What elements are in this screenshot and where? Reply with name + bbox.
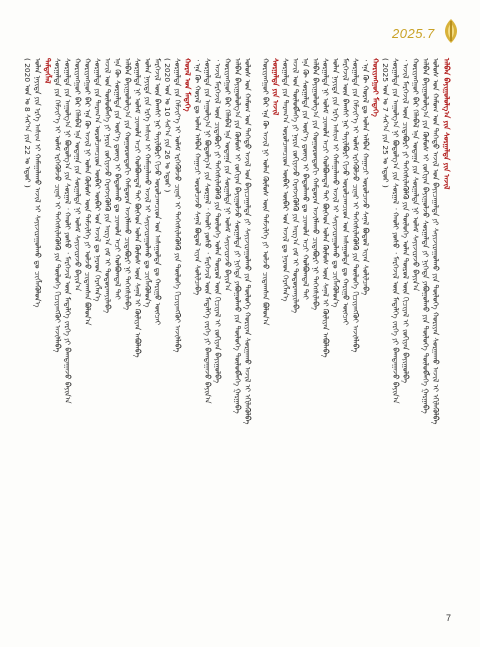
- text-column: ᠠᠵᠢᠯ ᠤᠨ ᠲᠥᠯᠥᠪᠯᠡᠭᠡ ᠶᠢ ᠨᠠᠷᠢᠨ ᠵᠣᠬᠢᠶᠠᠵᠤ ᠬᠡᠷᠡᠭᠵᠢᠭᠦᠯᠬᠦ ᠶᠢᠨ ᠠᠷᠭ᠎ᠠ ᠵᠠᠮ ᠢ ᠲᠣᠳᠣᠷᠬᠠᠶᠢᠯᠠᠪᠠ: [103, 58, 112, 313]
- text-column: ᠰᠤᠷᠭᠠᠯᠲᠠ ᠶᠢᠨ ᠳᠠᠷᠠᠭ᠎ᠠ ᠣᠷᠣᠯᠴᠠᠭᠴᠢᠳ ᠥᠪᠡᠷ ᠥᠪᠡᠷ ᠤᠨ ᠠᠵᠢᠯ ᠳᠤ ᠨᠡᠷᠡᠳ ᠬᠡᠷᠡᠭᠯᠡᠨ᠎ᠡ: [93, 58, 102, 302]
- date-line: ( 2020 ᠣᠨ ᠤ 8 ᠰᠠᠷ᠎ᠠ ᠶᠢᠨ 22 ᠤ ᠡᠳᠦᠷ ): [23, 58, 32, 188]
- text-column: ᠰᠤᠷᠭᠠᠯᠲᠠ ᠶᠢᠨ ᠠᠭᠤᠯᠭ᠎ᠠ ᠨᠢ ᠪᠤᠳᠤᠯᠭ᠎ᠠ ᠶᠢᠨ ᠰᠤᠷᠭᠠᠯ ᠂ ᠬᠠᠤᠯᠢ ᠶᠣᠰᠤ ᠂ ᠮᠡᠷᠭᠡᠵᠢᠯ ᠦᠨ ᠮᠡᠳᠡᠯᠭᠡ ᠵᠡᠷᠭᠡ ᠶᠢ ᠪᠠᠭᠲᠠᠭᠠᠵᠤ ᠪᠠᠶᠢᠨ᠎ᠠ: [63, 58, 72, 404]
- date-line: ( 2025 ᠣᠨ ᠤ 7 ᠰᠠᠷ᠎ᠠ ᠶᠢᠨ 25 ᠤ ᠡᠳᠦᠷ ): [381, 58, 390, 188]
- text-column: ᠂ ᠡᠨᠡ ᠬᠦ ᠬᠤᠷᠠᠯ ᠳᠤ ᠣᠯᠠᠨ ᠠᠯᠪᠠᠨ ᠬᠠᠭᠠᠴᠢ ᠣᠷᠣᠯᠴᠠᠵᠤ ᠰᠠᠨᠠᠯ ᠪᠣᠳᠣᠯ ᠢᠶᠠᠨ ᠰᠣᠯᠢᠯᠴᠠᠪᠠ: [361, 58, 370, 296]
- text-column: ᠂ ᠡᠨᠡ ᠬᠦ ᠬᠤᠷᠠᠯ ᠳᠤ ᠣᠯᠠᠨ ᠠᠯᠪᠠᠨ ᠬᠠᠭᠠᠴᠢ ᠣᠷᠣᠯᠴᠠᠵᠤ ᠰᠠᠨᠠᠯ ᠪᠣᠳᠣᠯ ᠢᠶᠠᠨ ᠰᠣᠯᠢᠯᠴᠠᠪᠠ: [193, 58, 202, 296]
- text-column: ᠬᠤᠷᠢᠶᠠᠩᠭᠤᠢ ᠪᠠᠷ ᠬᠡᠯᠡᠪᠡᠯ ᠡᠨᠡ ᠤᠳᠠᠭᠠ ᠶᠢᠨ ᠰᠤᠷᠭᠠᠯᠲᠠ ᠨᠢ ᠤᠯᠠᠮ ᠰᠠᠶᠢᠵᠢᠷᠠᠵᠤ ᠪᠠᠶᠢᠨ᠎ᠠ: [223, 58, 232, 292]
- text-column: ᠠᠯᠪᠠᠨ ᠪᠠᠶᠢᠭᠤᠯᠤᠯᠭ᠎ᠠ ᠶᠢᠨ ᠬᠦᠮᠦᠰ ᠢ ᠵᠣᠬᠢᠶᠠᠨ ᠪᠠᠶᠢᠭᠤᠯᠵᠤ ᠰᠤᠷᠭᠠᠯᠲᠠ ᠶᠢ ᠨᠢᠭᠡᠲᠡ ᠶᠠᠪᠤᠭᠤᠯᠬᠤ ᠶᠢᠨ ᠲᠥᠯᠥᠭᠡ ᠲᠥᠯᠥᠪᠯᠡᠭᠡ ᠭᠠᠷᠭᠠᠪᠠ: [233, 58, 242, 414]
- decorative-emblem-icon: [441, 18, 461, 44]
- article-title: ᠠᠯᠪᠠᠨ ᠪᠠᠶᠢᠭᠤᠯᠤᠯᠭ᠎ᠠ ᠶᠢᠨ ᠰᠤᠷᠭᠠᠯᠲᠠ ᠶᠢᠨ ᠠᠵᠢᠯ: [442, 58, 451, 190]
- text-column: ᠣᠯᠠᠨ ᠨᠡᠶᠢᠲᠡ ᠶᠢᠨ ᠡᠷᠬᠡ ᠠᠰᠢᠭ ᠢ ᠬᠠᠮᠠᠭᠠᠯᠠᠬᠤ ᠠᠵᠢᠯ ᠢ ᠰᠠᠶᠢᠵᠢᠷᠠᠭᠤᠯᠬᠤ ᠳᠤ ᠴᠢᠭᠯᠡᠭᠦᠯᠦᠨ᠎ᠡ: [143, 58, 152, 308]
- text-column: ᠤᠯᠤᠰ ᠤᠨ ᠬᠠᠮᠤᠭ ᠤᠨ ᠳᠡᠭᠡᠳᠦ ᠠᠵᠢᠯ ᠤᠨ ᠪᠠᠶᠢᠴᠠᠭᠠᠯᠲᠠ ᠶᠢ ᠰᠠᠶᠢᠵᠢᠷᠠᠭᠤᠯᠬᠤ ᠶᠢᠨ ᠲᠥᠯᠥᠭᠡ ᠬᠣᠷᠢᠶᠠᠨ ᠰᠤᠷᠭᠠᠬᠤ ᠠᠵᠢᠯ ᠢ ᠡᠬᠢᠯᠡᠭᠦᠯᠪᠡ: [431, 58, 440, 425]
- page-number: 7: [446, 613, 452, 623]
- text-column: ᠣᠯᠠᠨ ᠨᠡᠶᠢᠲᠡ ᠶᠢᠨ ᠡᠷᠬᠡ ᠠᠰᠢᠭ ᠢ ᠬᠠᠮᠠᠭᠠᠯᠠᠬᠤ ᠠᠵᠢᠯ ᠢ ᠰᠠᠶᠢᠵᠢᠷᠠᠭᠤᠯᠬᠤ ᠳᠤ ᠴᠢᠭᠯᠡᠭᠦᠯᠦᠨ᠎ᠡ: [331, 58, 340, 308]
- text-column: ᠰᠤᠷᠭᠠᠯᠲᠠ ᠨᠢ ᠤᠯᠠᠮ ᠴᠢᠬᠤᠯᠠ ᠠᠴᠢ ᠬᠣᠯᠪᠣᠭᠳᠠᠯ ᠲᠠᠶ ᠪᠥᠭᠡᠳ ᠣᠯᠠᠨ ᠬᠦᠮᠦᠰ ᠦᠨ ᠰᠠᠨᠠᠯ ᠢ ᠬᠦᠯᠢᠶᠡᠨ ᠠᠪᠤᠯᠠᠪᠠ: [321, 58, 330, 358]
- text-column: ᠡᠨᠡ ᠬᠦ ᠰᠤᠷᠭᠠᠯᠲᠠ ᠶᠢᠨ ᠦᠷ᠎ᠡ ᠳ᠋ᠦᠩ ᠢ ᠪᠠᠳᠤᠯᠠᠬᠤ ᠳᠤ ᠴᠢᠬᠤᠯᠠ ᠠᠴᠢ ᠬᠣᠯᠪᠣᠭᠳᠠᠯ ᠲᠠᠶ: [113, 58, 122, 300]
- text-column: ᠠᠯᠪᠠᠨ ᠪᠠᠶᠢᠭᠤᠯᠤᠯᠭ᠎ᠠ ᠶᠢᠨ ᠬᠣᠭᠣᠷᠣᠨᠳᠣᠬᠢ ᠬᠠᠮᠲᠤᠷᠠᠨ ᠠᠵᠢᠯᠯᠠᠬᠤ ᠴᠢᠳᠠᠪᠤᠷᠢ ᠨᠢ ᠳᠡᠭᠡᠭᠰᠢᠯᠡᠪᠡ: [123, 58, 132, 310]
- section-heading: ᠲᠡᠮᠳᠡᠭᠯᠡᠯ: [43, 58, 52, 84]
- text-column: ᠰᠤᠷᠭᠠᠯᠲᠠ ᠶᠢᠨ ᠬᠡᠮᠵᠢᠶ᠎ᠡ ᠢ ᠤᠯᠠᠮ ᠡᠷᠭᠡᠭᠦᠯᠵᠦ ᠴᠢᠨᠠᠷ ᠢ ᠳᠡᠭᠡᠭᠰᠢᠯᠡᠭᠦᠯᠬᠦ ᠶᠢᠨ ᠲᠥᠯᠥᠭᠡ ᠬᠢᠴᠢᠶᠡᠩᠭᠦᠢ ᠠᠵᠢᠯᠯᠠᠪᠠ: [351, 58, 360, 353]
- text-column: ᠰᠤᠷᠭᠠᠯᠲᠠ ᠨᠢ ᠤᠯᠠᠮ ᠴᠢᠬᠤᠯᠠ ᠠᠴᠢ ᠬᠣᠯᠪᠣᠭᠳᠠᠯ ᠲᠠᠶ ᠪᠥᠭᠡᠳ ᠣᠯᠠᠨ ᠬᠦᠮᠦᠰ ᠦᠨ ᠰᠠᠨᠠᠯ ᠢ ᠬᠦᠯᠢᠶᠡᠨ ᠠᠪᠤᠯᠠᠪᠠ: [133, 58, 142, 358]
- text-column: ᠠᠵᠢᠯ ᠤᠨ ᠲᠥᠯᠥᠪᠯᠡᠭᠡ ᠶᠢ ᠨᠠᠷᠢᠨ ᠵᠣᠬᠢᠶᠠᠵᠤ ᠬᠡᠷᠡᠭᠵᠢᠭᠦᠯᠬᠦ ᠶᠢᠨ ᠠᠷᠭ᠎ᠠ ᠵᠠᠮ ᠢ ᠲᠣᠳᠣᠷᠬᠠᠶᠢᠯᠠᠪᠠ: [291, 58, 300, 313]
- text-column: ᠰᠤᠷᠭᠠᠯᠲᠠ ᠶᠢᠨ ᠠᠭᠤᠯᠭ᠎ᠠ ᠨᠢ ᠪᠤᠳᠤᠯᠭ᠎ᠠ ᠶᠢᠨ ᠰᠤᠷᠭᠠᠯ ᠂ ᠬᠠᠤᠯᠢ ᠶᠣᠰᠤ ᠂ ᠮᠡᠷᠭᠡᠵᠢᠯ ᠦᠨ ᠮᠡᠳᠡᠯᠭᠡ ᠵᠡᠷᠭᠡ ᠶᠢ ᠪᠠᠭᠲᠠᠭᠠᠵᠤ ᠪᠠᠶᠢᠨ᠎ᠠ: [391, 58, 400, 404]
- text-column: ᠬᠤᠷᠢᠶᠠᠩᠭᠤᠢ ᠪᠠᠷ ᠡᠨᠡ ᠬᠦ ᠠᠵᠢᠯ ᠨᠢ ᠣᠯᠠᠨ ᠬᠦᠮᠦᠰ ᠦᠨ ᠳᠡᠮᠵᠢᠯᠭᠡ ᠶᠢ ᠣᠯᠵᠤ ᠴᠢᠳᠠᠭᠰᠠᠨ ᠪᠣᠯᠤᠨ᠎ᠠ: [83, 58, 92, 326]
- section-heading: ᠬᠤᠷᠠᠯ ᠤᠨ ᠮᠡᠳᠡᠭᠡ: [183, 58, 192, 112]
- text-column: ᠤᠯᠤᠰ ᠤᠨ ᠬᠠᠮᠤᠭ ᠤᠨ ᠳᠡᠭᠡᠳᠦ ᠠᠵᠢᠯ ᠤᠨ ᠪᠠᠶᠢᠴᠠᠭᠠᠯᠲᠠ ᠶᠢ ᠰᠠᠶᠢᠵᠢᠷᠠᠭᠤᠯᠬᠤ ᠶᠢᠨ ᠲᠥᠯᠥᠭᠡ ᠬᠣᠷᠢᠶᠠᠨ ᠰᠤᠷᠭᠠᠬᠤ ᠠᠵᠢᠯ ᠢ ᠡᠬᠢᠯᠡᠭᠦᠯᠪᠡ: [243, 58, 252, 425]
- section-heading: ᠬᠤᠷᠢᠶᠠᠩᠭᠤᠢ ᠮᠡᠳᠡᠭᠡ: [371, 58, 380, 117]
- text-column: ᠂ ᠠᠵᠢᠯ ᠮᠡᠷᠭᠡᠵᠢᠯ ᠦᠨ ᠴᠢᠳᠠᠪᠤᠷᠢ ᠶᠢ ᠳᠡᠭᠡᠭᠰᠢᠯᠡᠭᠦᠯᠬᠦ ᠶᠢᠨ ᠲᠥᠯᠥᠭᠡ ᠣᠯᠠᠨ ᠲᠥᠷᠥᠯ ᠦᠨ ᠬᠢᠴᠢᠶᠡᠯ ᠢ ᠵᠣᠬᠢᠶᠠᠨ ᠪᠠᠶᠢᠭᠤᠯᠪᠠ: [213, 58, 222, 383]
- text-column: ᠣᠯᠠᠨ ᠨᠡᠶᠢᠲᠡ ᠶᠢᠨ ᠡᠷᠬᠡ ᠠᠰᠢᠭ ᠢ ᠬᠠᠮᠠᠭᠠᠯᠠᠬᠤ ᠠᠵᠢᠯ ᠢ ᠰᠠᠶᠢᠵᠢᠷᠠᠭᠤᠯᠬᠤ ᠳᠤ ᠴᠢᠭᠯᠡᠭᠦᠯᠦᠨ᠎ᠡ: [33, 58, 42, 308]
- text-column: ᠮᠡᠷᠭᠡᠵᠢᠯ ᠦᠨ ᠪᠠᠭᠰᠢ ᠨᠠᠷ ᠲᠠᠶᠢᠯᠪᠤᠷᠢ ᠬᠢᠵᠦ ᠣᠷᠣᠯᠴᠠᠭᠴᠢᠳ ᠤᠨ ᠠᠰᠠᠭᠤᠯᠲᠠ ᠳᠤ ᠬᠠᠷᠢᠭᠤ ᠥᠭᠴᠡᠢ: [341, 58, 350, 325]
- text-column: ᠡᠨᠡ ᠬᠦ ᠰᠤᠷᠭᠠᠯᠲᠠ ᠶᠢᠨ ᠦᠷ᠎ᠡ ᠳ᠋ᠦᠩ ᠢ ᠪᠠᠳᠤᠯᠠᠬᠤ ᠳᠤ ᠴᠢᠬᠤᠯᠠ ᠠᠴᠢ ᠬᠣᠯᠪᠣᠭᠳᠠᠯ ᠲᠠᠶ: [301, 58, 310, 300]
- text-column: ᠠᠯᠪᠠᠨ ᠪᠠᠶᠢᠭᠤᠯᠤᠯᠭ᠎ᠠ ᠶᠢᠨ ᠬᠦᠮᠦᠰ ᠢ ᠵᠣᠬᠢᠶᠠᠨ ᠪᠠᠶᠢᠭᠤᠯᠵᠤ ᠰᠤᠷᠭᠠᠯᠲᠠ ᠶᠢ ᠨᠢᠭᠡᠲᠡ ᠶᠠᠪᠤᠭᠤᠯᠬᠤ ᠶᠢᠨ ᠲᠥᠯᠥᠭᠡ ᠲᠥᠯᠥᠪᠯᠡᠭᠡ ᠭᠠᠷᠭᠠᠪᠠ: [421, 58, 430, 414]
- text-column: ᠬᠤᠷᠢᠶᠠᠩᠭᠤᠢ ᠪᠠᠷ ᠡᠨᠡ ᠬᠦ ᠠᠵᠢᠯ ᠨᠢ ᠣᠯᠠᠨ ᠬᠦᠮᠦᠰ ᠦᠨ ᠳᠡᠮᠵᠢᠯᠭᠡ ᠶᠢ ᠣᠯᠵᠤ ᠴᠢᠳᠠᠭᠰᠠᠨ ᠪᠣᠯᠤᠨ᠎ᠠ: [261, 58, 270, 326]
- text-column: ᠮᠡᠷᠭᠡᠵᠢᠯ ᠦᠨ ᠪᠠᠭᠰᠢ ᠨᠠᠷ ᠲᠠᠶᠢᠯᠪᠤᠷᠢ ᠬᠢᠵᠦ ᠣᠷᠣᠯᠴᠠᠭᠴᠢᠳ ᠤᠨ ᠠᠰᠠᠭᠤᠯᠲᠠ ᠳᠤ ᠬᠠᠷᠢᠭᠤ ᠥᠭᠴᠡᠢ: [153, 58, 162, 325]
- section-heading: ᠰᠤᠷᠭᠠᠯᠲᠠ ᠶᠢᠨ ᠠᠵᠢᠯ: [271, 58, 280, 116]
- text-column: ᠰᠤᠷᠭᠠᠯᠲᠠ ᠶᠢᠨ ᠬᠡᠮᠵᠢᠶ᠎ᠡ ᠢ ᠤᠯᠠᠮ ᠡᠷᠭᠡᠭᠦᠯᠵᠦ ᠴᠢᠨᠠᠷ ᠢ ᠳᠡᠭᠡᠭᠰᠢᠯᠡᠭᠦᠯᠬᠦ ᠶᠢᠨ ᠲᠥᠯᠥᠭᠡ ᠬᠢᠴᠢᠶᠡᠩᠭᠦᠢ ᠠᠵᠢᠯᠯᠠᠪᠠ: [173, 58, 182, 353]
- text-column: ᠰᠤᠷᠭᠠᠯᠲᠠ ᠶᠢᠨ ᠬᠡᠮᠵᠢᠶ᠎ᠡ ᠢ ᠤᠯᠠᠮ ᠡᠷᠭᠡᠭᠦᠯᠵᠦ ᠴᠢᠨᠠᠷ ᠢ ᠳᠡᠭᠡᠭᠰᠢᠯᠡᠭᠦᠯᠬᠦ ᠶᠢᠨ ᠲᠥᠯᠥᠭᠡ ᠬᠢᠴᠢᠶᠡᠩᠭᠦᠢ ᠠᠵᠢᠯᠯᠠᠪᠠ: [53, 58, 62, 353]
- text-column: ᠂ ᠠᠵᠢᠯ ᠮᠡᠷᠭᠡᠵᠢᠯ ᠦᠨ ᠴᠢᠳᠠᠪᠤᠷᠢ ᠶᠢ ᠳᠡᠭᠡᠭᠰᠢᠯᠡᠭᠦᠯᠬᠦ ᠶᠢᠨ ᠲᠥᠯᠥᠭᠡ ᠣᠯᠠᠨ ᠲᠥᠷᠥᠯ ᠦᠨ ᠬᠢᠴᠢᠶᠡᠯ ᠢ ᠵᠣᠬᠢᠶᠠᠨ ᠪᠠᠶᠢᠭᠤᠯᠪᠠ: [401, 58, 410, 383]
- text-column: ᠬᠤᠷᠢᠶᠠᠩᠭᠤᠢ ᠪᠠᠷ ᠬᠡᠯᠡᠪᠡᠯ ᠡᠨᠡ ᠤᠳᠠᠭᠠ ᠶᠢᠨ ᠰᠤᠷᠭᠠᠯᠲᠠ ᠨᠢ ᠤᠯᠠᠮ ᠰᠠᠶᠢᠵᠢᠷᠠᠵᠤ ᠪᠠᠶᠢᠨ᠎ᠠ: [411, 58, 420, 292]
- text-column: ᠠᠯᠪᠠᠨ ᠪᠠᠶᠢᠭᠤᠯᠤᠯᠭ᠎ᠠ ᠶᠢᠨ ᠬᠣᠭᠣᠷᠣᠨᠳᠣᠬᠢ ᠬᠠᠮᠲᠤᠷᠠᠨ ᠠᠵᠢᠯᠯᠠᠬᠤ ᠴᠢᠳᠠᠪᠤᠷᠢ ᠨᠢ ᠳᠡᠭᠡᠭᠰᠢᠯᠡᠪᠡ: [311, 58, 320, 310]
- date-line: ( 2020 ᠣᠨ ᠤ 10 ᠰᠠᠷ᠎ᠠ ᠶᠢᠨ 26 ᠤ ᠡᠳᠦᠷ ): [163, 58, 172, 193]
- issue-label: 2025.7: [392, 26, 435, 41]
- text-column: ᠬᠤᠷᠢᠶᠠᠩᠭᠤᠢ ᠪᠠᠷ ᠬᠡᠯᠡᠪᠡᠯ ᠡᠨᠡ ᠤᠳᠠᠭᠠ ᠶᠢᠨ ᠰᠤᠷᠭᠠᠯᠲᠠ ᠨᠢ ᠤᠯᠠᠮ ᠰᠠᠶᠢᠵᠢᠷᠠᠵᠤ ᠪᠠᠶᠢᠨ᠎ᠠ: [73, 58, 82, 292]
- text-column: ᠰᠤᠷᠭᠠᠯᠲᠠ ᠶᠢᠨ ᠳᠠᠷᠠᠭ᠎ᠠ ᠣᠷᠣᠯᠴᠠᠭᠴᠢᠳ ᠥᠪᠡᠷ ᠥᠪᠡᠷ ᠤᠨ ᠠᠵᠢᠯ ᠳᠤ ᠨᠡᠷᠡᠳ ᠬᠡᠷᠡᠭᠯᠡᠨ᠎ᠡ: [281, 58, 290, 302]
- text-column: ᠰᠤᠷᠭᠠᠯᠲᠠ ᠶᠢᠨ ᠠᠭᠤᠯᠭ᠎ᠠ ᠨᠢ ᠪᠤᠳᠤᠯᠭ᠎ᠠ ᠶᠢᠨ ᠰᠤᠷᠭᠠᠯ ᠂ ᠬᠠᠤᠯᠢ ᠶᠣᠰᠤ ᠂ ᠮᠡᠷᠭᠡᠵᠢᠯ ᠦᠨ ᠮᠡᠳᠡᠯᠭᠡ ᠵᠡᠷᠭᠡ ᠶᠢ ᠪᠠᠭᠲᠠᠭᠠᠵᠤ ᠪᠠᠶᠢᠨ᠎ᠠ: [203, 58, 212, 404]
